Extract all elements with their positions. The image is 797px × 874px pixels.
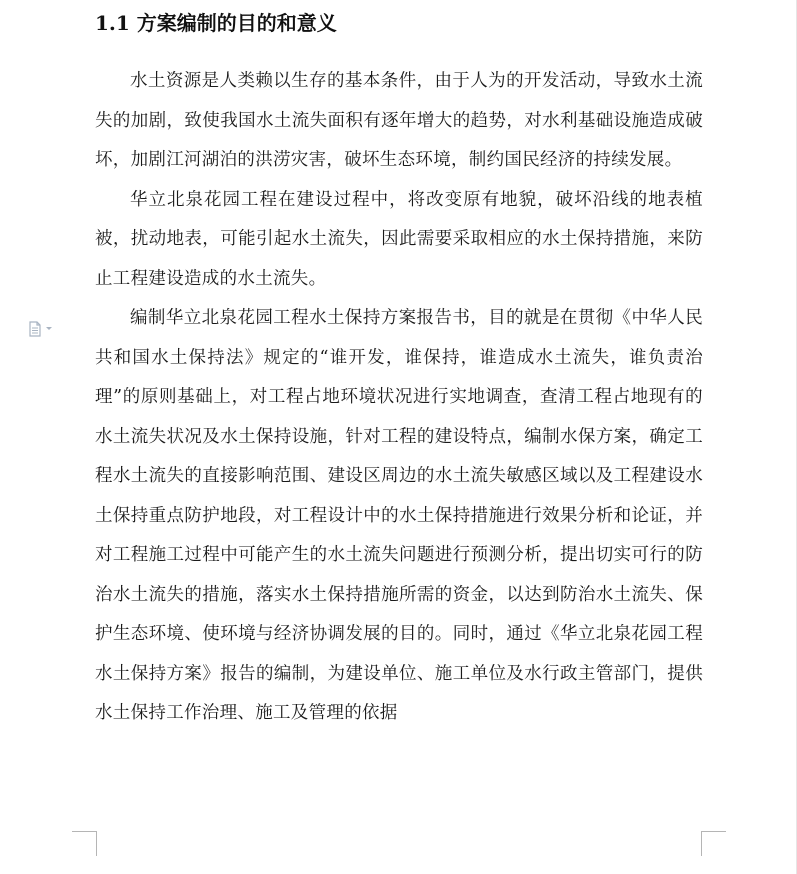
page-corner-mark-right xyxy=(701,831,726,856)
paragraph-2: 华立北泉花园工程在建设过程中，将改变原有地貌，破坏沿线的地表植被，扰动地表，可能引起水土流失，因此需要采取相应的水土保持措施，来防止工程建设造成的水土流失。 xyxy=(95,189,703,289)
paragraph-marker-icon[interactable] xyxy=(29,321,55,337)
paragraph-1: 水土资源是人类赖以生存的基本条件，由于人为的开发活动，导致水土流失的加剧，致使我国水土流失面积有逐年增大的趋势，对水利基础设施造成破坏，加剧江河湖泊的洪涝灾害，破坏生态环境，制约国民经济的持续发展。 xyxy=(95,71,703,170)
page-corner-mark-left xyxy=(72,831,97,856)
section-heading: 1.1 方案编制的目的和意义 xyxy=(95,11,337,35)
document-body xyxy=(95,62,703,734)
paragraph-3: 编制华立北泉花园工程水土保持方案报告书，目的就是在贯彻《中华人民共和国水土保持法》规定的“谁开发，谁保持，谁造成水土流失，谁负责治理”的原则基础上，对工程占地环境状况进行实地调查，查清工程占地现有的水土流失状况及水土保持设施，针对工程的建设特点，编制水保方案，确定工程水土流失的直接影响范围、建设区周边的水土流失敏感区域以及工程建设水土保持重点防护地段，对工程设计中的水土保持措施进行效果分析和论证，并对工程施工过程中可能产生的水土流失问题进行预测分析，提出切实可行的防治水土流失的措施，落实水土保持措施所需的资金，以达到防治水土流失、保护生态环境、使环境与经济协调发展的目的。同时，通过《华立北泉花园工程水土保持方案》报告的编制，为建设单位、施工单位及水行政主管部门，提供水土保持工作治理、施工及管理的依据 xyxy=(95,308,703,723)
